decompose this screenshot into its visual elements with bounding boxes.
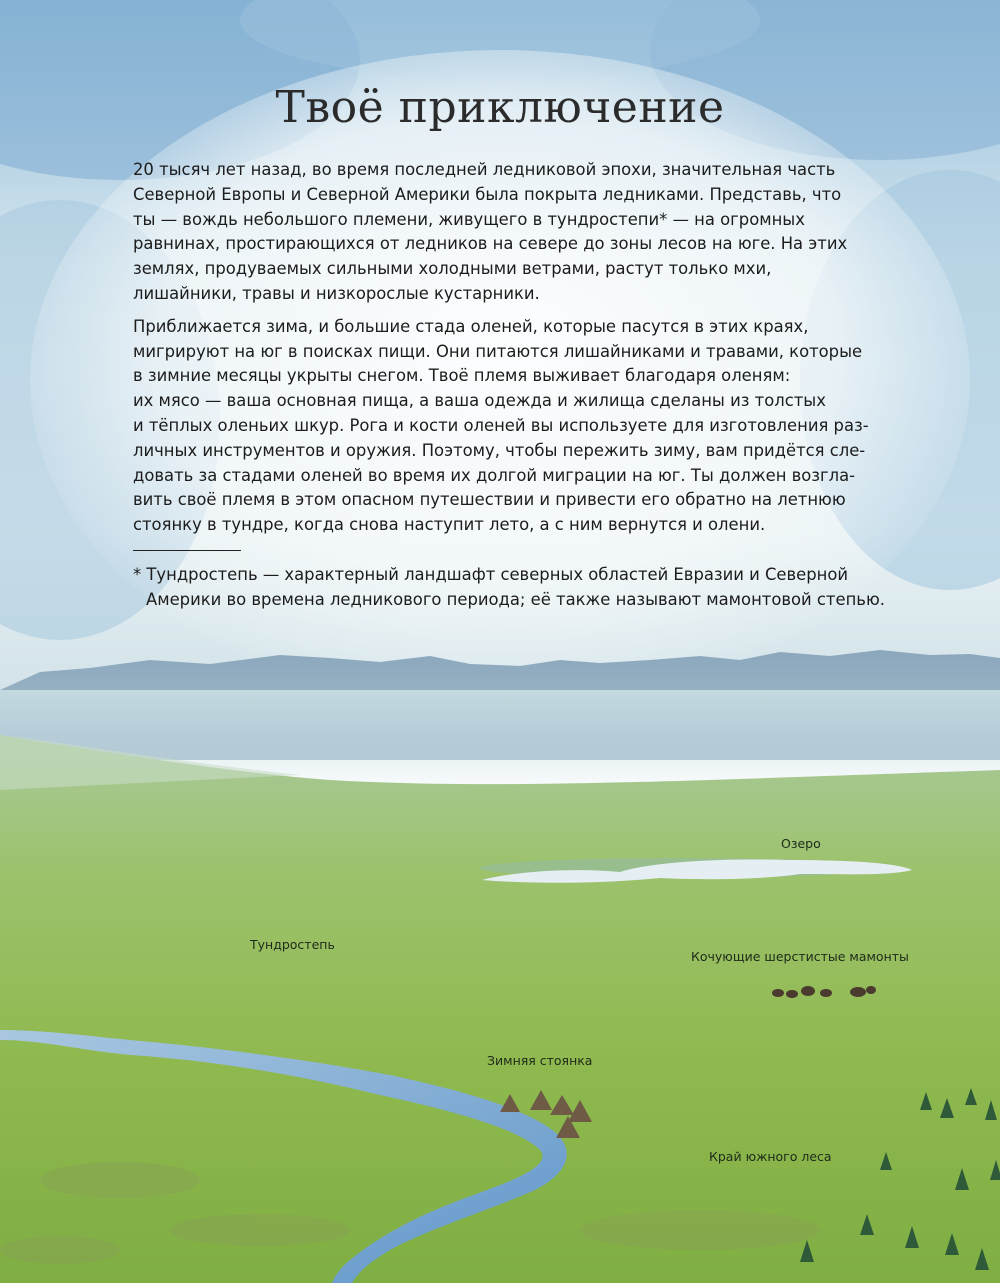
article-text <box>133 158 885 621</box>
map-label-forest-edge: Край южного леса <box>709 1149 832 1164</box>
text-line: равнинах, простирающихся от ледников на севере до зоны лесов на юге. На этих <box>133 234 848 254</box>
text-line: довать за стадами оленей во время их долгой миграции на юг. Ты должен возгла- <box>133 465 856 485</box>
footnote <box>133 563 885 613</box>
text-line: Северной Европы и Северной Америки была покрыта ледниками. Представь, что <box>133 184 842 204</box>
text-line: 20 тысяч лет назад, во время последней ледниковой эпохи, значительная часть <box>133 160 836 179</box>
text-line: Приближается зима, и большие стада оленей, которые пасутся в этих краях, <box>133 316 809 336</box>
footnote-line: * Тундростепь — характерный ландшафт северных областей Евразии и Северной <box>133 564 849 584</box>
footnote-divider <box>133 550 241 551</box>
map-label-winter-camp: Зимняя стоянка <box>487 1053 593 1068</box>
text-line: землях, продуваемых сильными холодными ветрами, растут только мхи, <box>133 259 772 279</box>
text-line: и тёплых оленьих шкур. Рога и кости оленей вы используете для изготовления раз- <box>133 415 869 435</box>
text-line: их мясо — ваша основная пища, а ваша одежда и жилища сделаны из толстых <box>133 391 826 411</box>
body-paragraph <box>133 315 873 538</box>
text-line: мигрируют на юг в поисках пищи. Они питаются лишайниками и травами, которые <box>133 341 863 361</box>
map-label-lake: Озеро <box>781 836 821 851</box>
map-label-mammoths: Кочующие шерстистые мамонты <box>691 949 909 964</box>
text-line: ты — вождь небольшого племени, живущего в тундростепи* — на огромных <box>133 209 805 229</box>
text-line: личных инструментов и оружия. Поэтому, чтобы пережить зиму, вам придётся сле- <box>133 440 866 460</box>
text-line: лишайники, травы и низкорослые кустарники. <box>133 283 540 303</box>
footnote-line: Америки во времена ледникового периода; её также называют мамонтовой степью. <box>146 589 885 609</box>
map-label-tundra-steppe: Тундростепь <box>250 937 335 952</box>
text-line: стоянку в тундре, когда снова наступит лето, а с ним вернутся и олени. <box>133 515 766 535</box>
intro-paragraph <box>133 158 873 307</box>
text-line: вить своё племя в этом опасном путешествии и привести его обратно на летнюю <box>133 490 846 510</box>
text-line: в зимние месяцы укрыты снегом. Твоё племя выживает благодаря оленям: <box>133 366 791 386</box>
page-title: Твоё приключение <box>275 82 725 133</box>
